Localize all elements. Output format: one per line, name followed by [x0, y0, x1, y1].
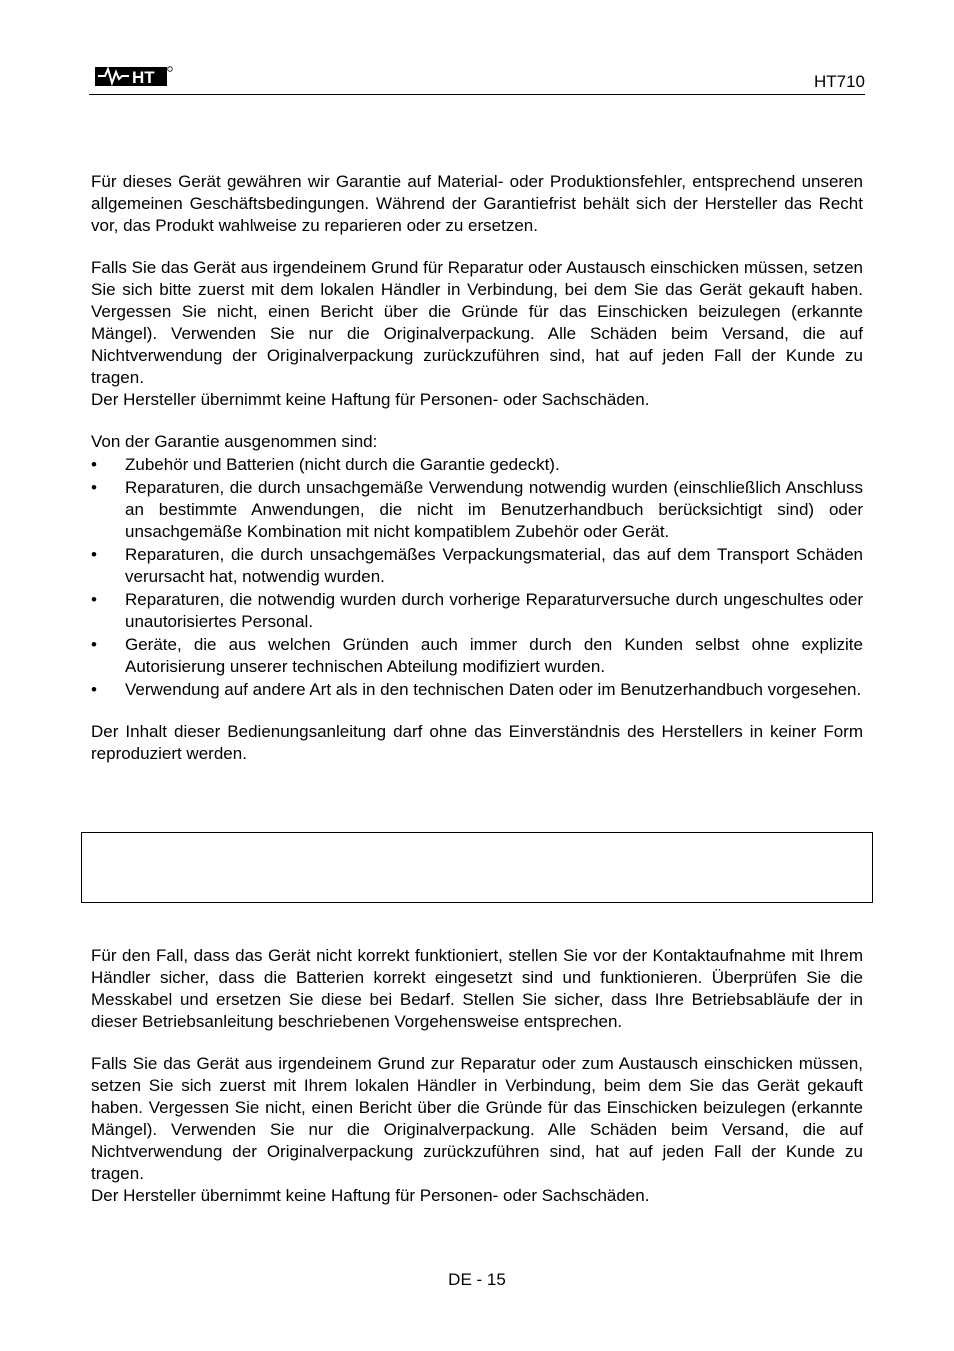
- list-item: • Reparaturen, die notwendig wurden durch vorherige Reparaturversuche durch ungeschultes oder unautorisiertes Personal.: [91, 590, 863, 631]
- service-section: [91, 945, 863, 1207]
- svg-text:HT: HT: [132, 68, 155, 87]
- warranty-paragraph-2: Falls Sie das Gerät aus irgendeinem Grund für Reparatur oder Austausch einschicken müssen, setzen Sie sich bitte zuerst mit dem lokalen Händler in Verbindung, bei dem Sie das Gerät gekauft haben. Vergessen Sie nicht, einen Bericht über die Gründe für das Einschicken beizulegen (erkannte Mängel). Verwenden Sie nur die Originalverpackung. Alle Schäden beim Versand, die auf Nichtverwendung der Originalverpackung zurückzuführen sind, hat auf jeden Fall der Kunde zu tragen.: [91, 258, 863, 387]
- service-paragraph-1: Für den Fall, dass das Gerät nicht korrekt funktioniert, stellen Sie vor der Kontaktaufnahme mit Ihrem Händler sicher, dass die Batterien korrekt eingesetzt sind und funktionieren. Überprüfen Sie die Messkabel und ersetzen Sie diese bei Bedarf. Stellen Sie sicher, dass Ihre Betriebsabläufe der in dieser Betriebsanleitung beschriebenen Vorgehensweise entsprechen.: [91, 946, 863, 1031]
- list-item: • Reparaturen, die durch unsachgemäßes Verpackungsmaterial, das auf dem Transport Schäden verursacht hat, notwendig wurden.: [91, 545, 863, 586]
- list-item: • Verwendung auf andere Art als in den technischen Daten oder im Benutzerhandbuch vorgesehen.: [91, 680, 862, 699]
- page-header: [89, 60, 865, 95]
- bullet-icon: •: [91, 455, 97, 474]
- page-number: DE - 15: [448, 1270, 506, 1289]
- bullet-icon: •: [91, 478, 97, 497]
- model-name: HT710: [813, 72, 865, 91]
- list-item: • Geräte, die aus welchen Gründen auch immer durch den Kunden selbst ohne explizite Autorisierung unserer technischen Abteilung modifiziert wurden.: [91, 635, 863, 676]
- warranty-section: [91, 171, 863, 765]
- exclusions-list: [91, 454, 863, 701]
- bullet-icon: •: [91, 545, 97, 564]
- bullet-icon: •: [91, 635, 97, 654]
- ht-logo: [95, 64, 173, 88]
- warranty-liability: Der Hersteller übernimmt keine Haftung für Personen- oder Sachschäden.: [91, 390, 650, 409]
- copyright-notice: Der Inhalt dieser Bedienungsanleitung darf ohne das Einverständnis des Herstellers in keiner Form reproduziert werden.: [91, 722, 863, 763]
- service-liability: Der Hersteller übernimmt keine Haftung für Personen- oder Sachschäden.: [91, 1186, 650, 1205]
- list-item: • Reparaturen, die durch unsachgemäße Verwendung notwendig wurden (einschließlich Anschluss an bestimmte Anwendungen, die nicht im Benutzerhandbuch berücksichtigt sind) oder unsachgemäße Kombination mit nicht kompatiblem Zubehör oder Gerät.: [91, 478, 863, 541]
- section-heading-box: [81, 832, 873, 903]
- bullet-icon: •: [91, 590, 97, 609]
- warranty-paragraph-1: Für dieses Gerät gewähren wir Garantie auf Material- oder Produktionsfehler, entsprechend unseren allgemeinen Geschäftsbedingungen. Während der Garantiefrist behält sich der Hersteller das Recht vor, das Produkt wahlweise zu reparieren oder zu ersetzen.: [91, 172, 863, 235]
- service-paragraph-2: Falls Sie das Gerät aus irgendeinem Grund zur Reparatur oder zum Austausch einschicken müssen, setzen Sie sich zuerst mit Ihrem lokalen Händler in Verbindung, beim dem Sie das Gerät gekauft haben. Vergessen Sie nicht, einen Bericht über die Gründe für das Einschicken beizulegen (erkannte Mängel). Verwenden Sie nur die Originalverpackung. Alle Schäden beim Versand, die auf Nichtverwendung der Originalverpackung zurückzuführen sind, hat auf jeden Fall der Kunde zu tragen.: [91, 1054, 863, 1183]
- list-item: • Zubehör und Batterien (nicht durch die Garantie gedeckt).: [91, 455, 560, 474]
- bullet-icon: •: [91, 680, 97, 699]
- exclusions-intro: Von der Garantie ausgenommen sind:: [91, 432, 378, 451]
